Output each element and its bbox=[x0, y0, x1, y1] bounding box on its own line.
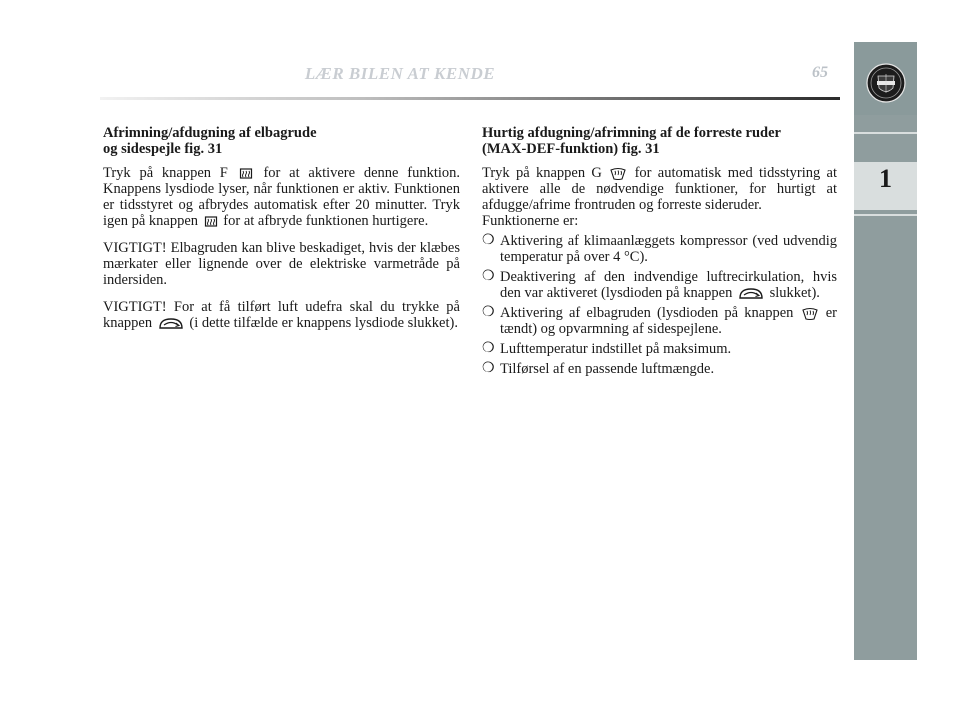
air-recirculation-icon bbox=[158, 317, 184, 330]
paragraph bbox=[482, 165, 837, 229]
right-column bbox=[482, 125, 837, 381]
list-item bbox=[482, 305, 837, 337]
chapter-side-tab bbox=[854, 42, 917, 660]
section-heading bbox=[103, 125, 460, 157]
list-item-text: Tilførsel af en passende luftmængde. bbox=[500, 361, 715, 377]
tab-logo-area bbox=[854, 42, 917, 115]
heading-line: (MAX-DEF-funktion) fig. 31 bbox=[482, 141, 660, 157]
text-run: VIGTIGT! For at få tilført luft udefra skal du trykke på knappen bbox=[103, 299, 460, 331]
list-item-text: Lufttemperatur indstillet på maksimum. bbox=[500, 341, 732, 357]
text-run: for at afbryde funktionen hurtigere. bbox=[223, 213, 429, 229]
function-list bbox=[482, 233, 837, 377]
air-recirculation-icon bbox=[738, 287, 764, 300]
header-rule bbox=[100, 97, 840, 100]
chapter-number: 1 bbox=[879, 164, 892, 193]
tab-divider bbox=[854, 214, 917, 216]
section-heading bbox=[482, 125, 837, 157]
bullet-icon: ❍ bbox=[482, 361, 495, 376]
paragraph bbox=[103, 299, 460, 331]
list-item-text: er tændt) og opvarmning af sidespejlene. bbox=[500, 305, 837, 337]
rear-window-defrost-icon bbox=[204, 215, 218, 229]
paragraph bbox=[103, 165, 460, 229]
list-item bbox=[482, 361, 837, 377]
rear-window-defrost-icon bbox=[239, 167, 253, 181]
list-item-text: Aktivering af elbagruden (lysdioden på knappen bbox=[500, 305, 794, 321]
left-column bbox=[103, 125, 460, 342]
bullet-icon: ❍ bbox=[482, 233, 495, 248]
paragraph: VIGTIGT! Elbagruden kan blive beskadiget, hvis der klæbes mærkater eller lignende over de elektriske varmetråde på indersiden. bbox=[103, 240, 460, 288]
text-run: for automatisk med tidsstyring at aktivere alle de nødvendige funktioner, for hurtigt at afdugge/afrime frontruden og forreste sideruder. bbox=[482, 165, 838, 213]
list-item bbox=[482, 269, 837, 301]
bullet-icon: ❍ bbox=[482, 341, 495, 356]
heading-line: Afrimning/afdugning af elbagrude bbox=[103, 125, 317, 141]
text-run: (i dette tilfælde er knappens lysdiode slukket). bbox=[189, 315, 458, 331]
tab-divider bbox=[854, 132, 917, 134]
windscreen-max-defrost-icon bbox=[802, 307, 818, 321]
text-run: Funktionerne er: bbox=[482, 213, 579, 229]
page-number: 65 bbox=[812, 64, 828, 81]
list-item-text: slukket). bbox=[769, 285, 820, 301]
list-item-text: Aktivering af klimaanlæggets kompressor (ved udvendig temperatur på over 4 °C). bbox=[500, 233, 837, 265]
bullet-icon: ❍ bbox=[482, 305, 495, 320]
heading-line: Hurtig afdugning/afrimning af de forreste ruder bbox=[482, 125, 781, 141]
windscreen-max-defrost-icon bbox=[610, 167, 626, 181]
list-item-text: Deaktivering af den indvendige luftrecirkulation, hvis den var aktiveret (lysdioden på knappen bbox=[500, 269, 837, 301]
text-run: Tryk på knappen G bbox=[482, 165, 602, 181]
bullet-icon: ❍ bbox=[482, 269, 495, 284]
list-item bbox=[482, 341, 837, 357]
heading-line: og sidespejle fig. 31 bbox=[103, 141, 223, 157]
text-run: for at aktivere denne funktion. Knappens lysdiode lyser, når funktionen er aktiv. Funktionen er tidsstyret og afbrydes automatisk efter 20 minutter. Tryk igen på knappen bbox=[103, 165, 461, 229]
lancia-logo-icon bbox=[865, 62, 907, 104]
list-item bbox=[482, 233, 837, 265]
text-run: Tryk på knappen F bbox=[103, 165, 228, 181]
section-title: LÆR BILEN AT KENDE bbox=[304, 64, 496, 83]
